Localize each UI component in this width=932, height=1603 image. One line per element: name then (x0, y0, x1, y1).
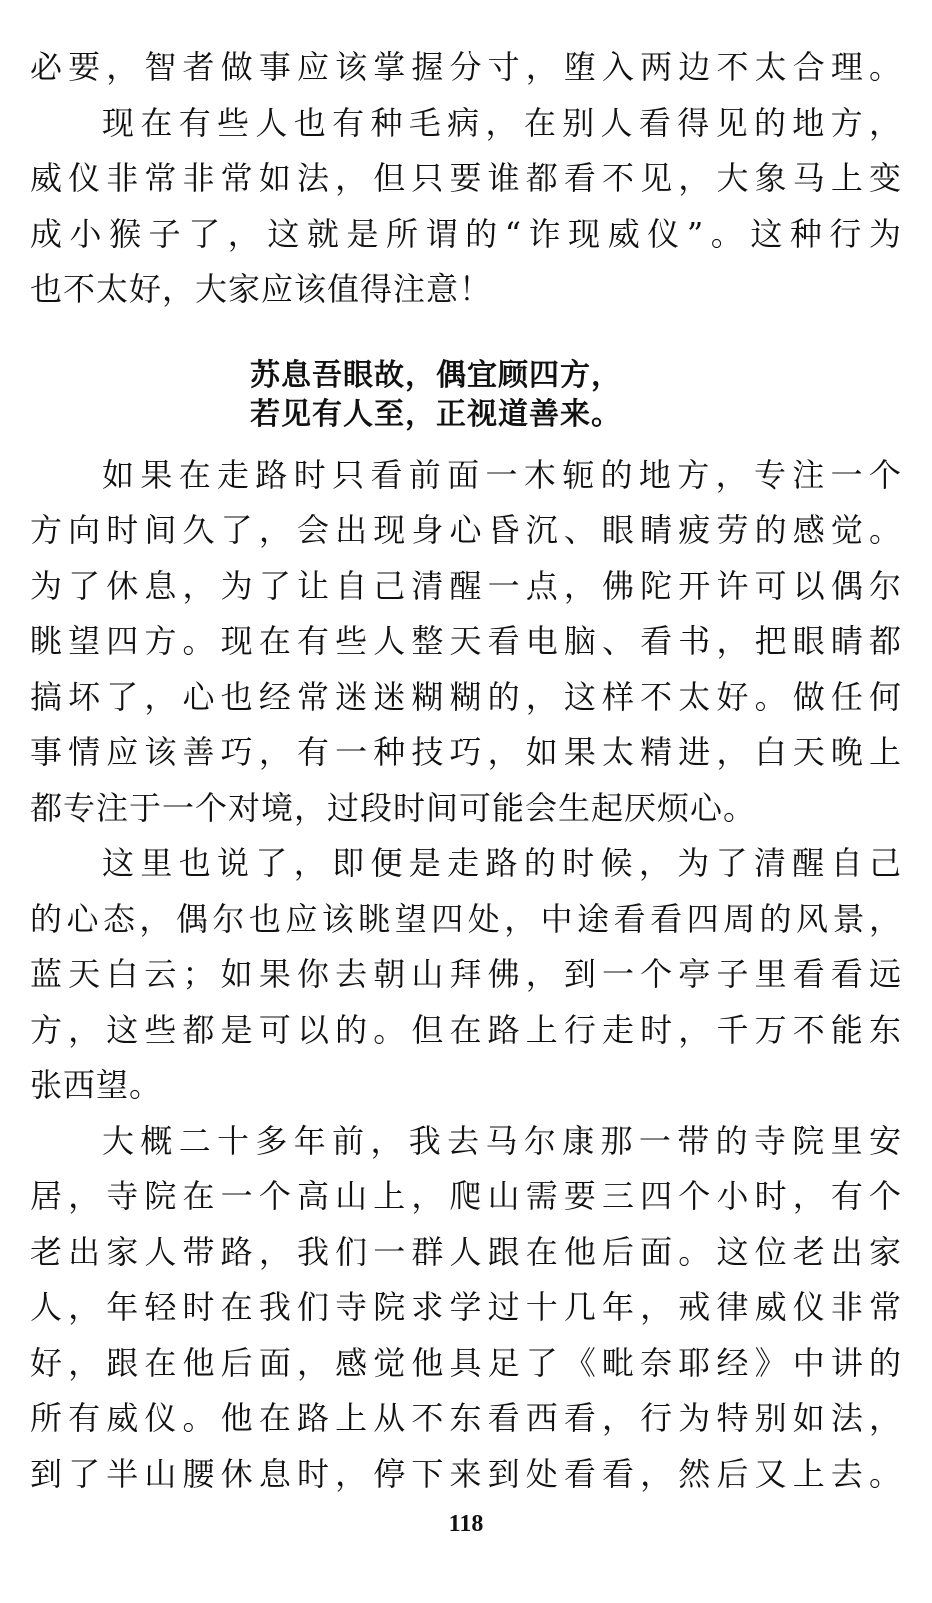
page-number: 118 (448, 1511, 484, 1537)
text-line: 大概二十多年前，我去马尔康那一带的寺院里安 (102, 1121, 902, 1160)
paragraph-1 (30, 40, 902, 96)
text-line: 方向时间久了，会出现身心昏沉、眼睛疲劳的感觉。 (30, 511, 902, 549)
text-line: 如果在走路时只看前面一木轭的地方，专注一个 (102, 455, 902, 494)
text-line: 居，寺院在一个高山上，爬山需要三四个小时，有个 (30, 1177, 902, 1215)
text-line: 事情应该善巧，有一种技巧，如果太精进，白天晚上 (30, 733, 902, 771)
text-line: 蓝天白云；如果你去朝山拜佛，到一个亭子里看看远 (30, 955, 902, 993)
text-line: 也不太好，大家应该值得注意！ (30, 270, 493, 308)
text-line: 张西望。 (30, 1066, 163, 1104)
text-line: 威仪非常非常如法，但只要谁都看不见，大象马上变 (30, 159, 902, 197)
paragraph-4 (30, 836, 902, 1114)
text-line: 成小猴子了，这就是所谓的“诈现威仪”。这种行为 (30, 214, 902, 253)
text-line: 到了半山腰休息时，停下来到处看看，然后又上去。 (30, 1454, 902, 1493)
text-line: 眺望四方。现在有些人整天看电脑、看书，把眼睛都 (30, 622, 902, 660)
text-line: 老出家人带路，我们一群人跟在他后面。这位老出家 (30, 1232, 902, 1271)
text-line: 的心态，偶尔也应该眺望四处，中途看看四周的风景， (30, 899, 902, 938)
text-line: 好，跟在他后面，感觉他具足了《毗奈耶经》中讲的 (30, 1343, 902, 1382)
text-line: 所有威仪。他在路上从不东看西看，行为特别如法， (30, 1399, 902, 1437)
section-gap (30, 318, 902, 356)
page-body (30, 40, 902, 1502)
text-line: 都专注于一个对境，过段时间可能会生起厌烦心。 (30, 788, 757, 827)
paragraph-2 (30, 96, 902, 318)
paragraph-3 (30, 448, 902, 837)
verse-line: 若见有人至，正视道善来。 (250, 396, 622, 432)
verse-line: 苏息吾眼故，偶宜顾四方， (250, 357, 622, 393)
text-line: 这里也说了，即便是走路的时候，为了清醒自己 (102, 844, 902, 882)
text-line: 必要，智者做事应该掌握分寸，堕入两边不太合理。 (30, 48, 902, 86)
verse-block (30, 356, 902, 434)
paragraph-5 (30, 1114, 902, 1503)
text-line: 人，年轻时在我们寺院求学过十几年，戒律威仪非常 (30, 1288, 902, 1326)
text-line: 方，这些都是可以的。但在路上行走时，千万不能东 (30, 1010, 902, 1049)
text-line: 为了休息，为了让自己清醒一点，佛陀开许可以偶尔 (30, 566, 902, 605)
text-line: 现在有些人也有种毛病，在别人看得见的地方， (102, 103, 902, 142)
verse-gap (30, 434, 902, 448)
text-line: 搞坏了，心也经常迷迷糊糊的，这样不太好。做任何 (30, 677, 902, 716)
